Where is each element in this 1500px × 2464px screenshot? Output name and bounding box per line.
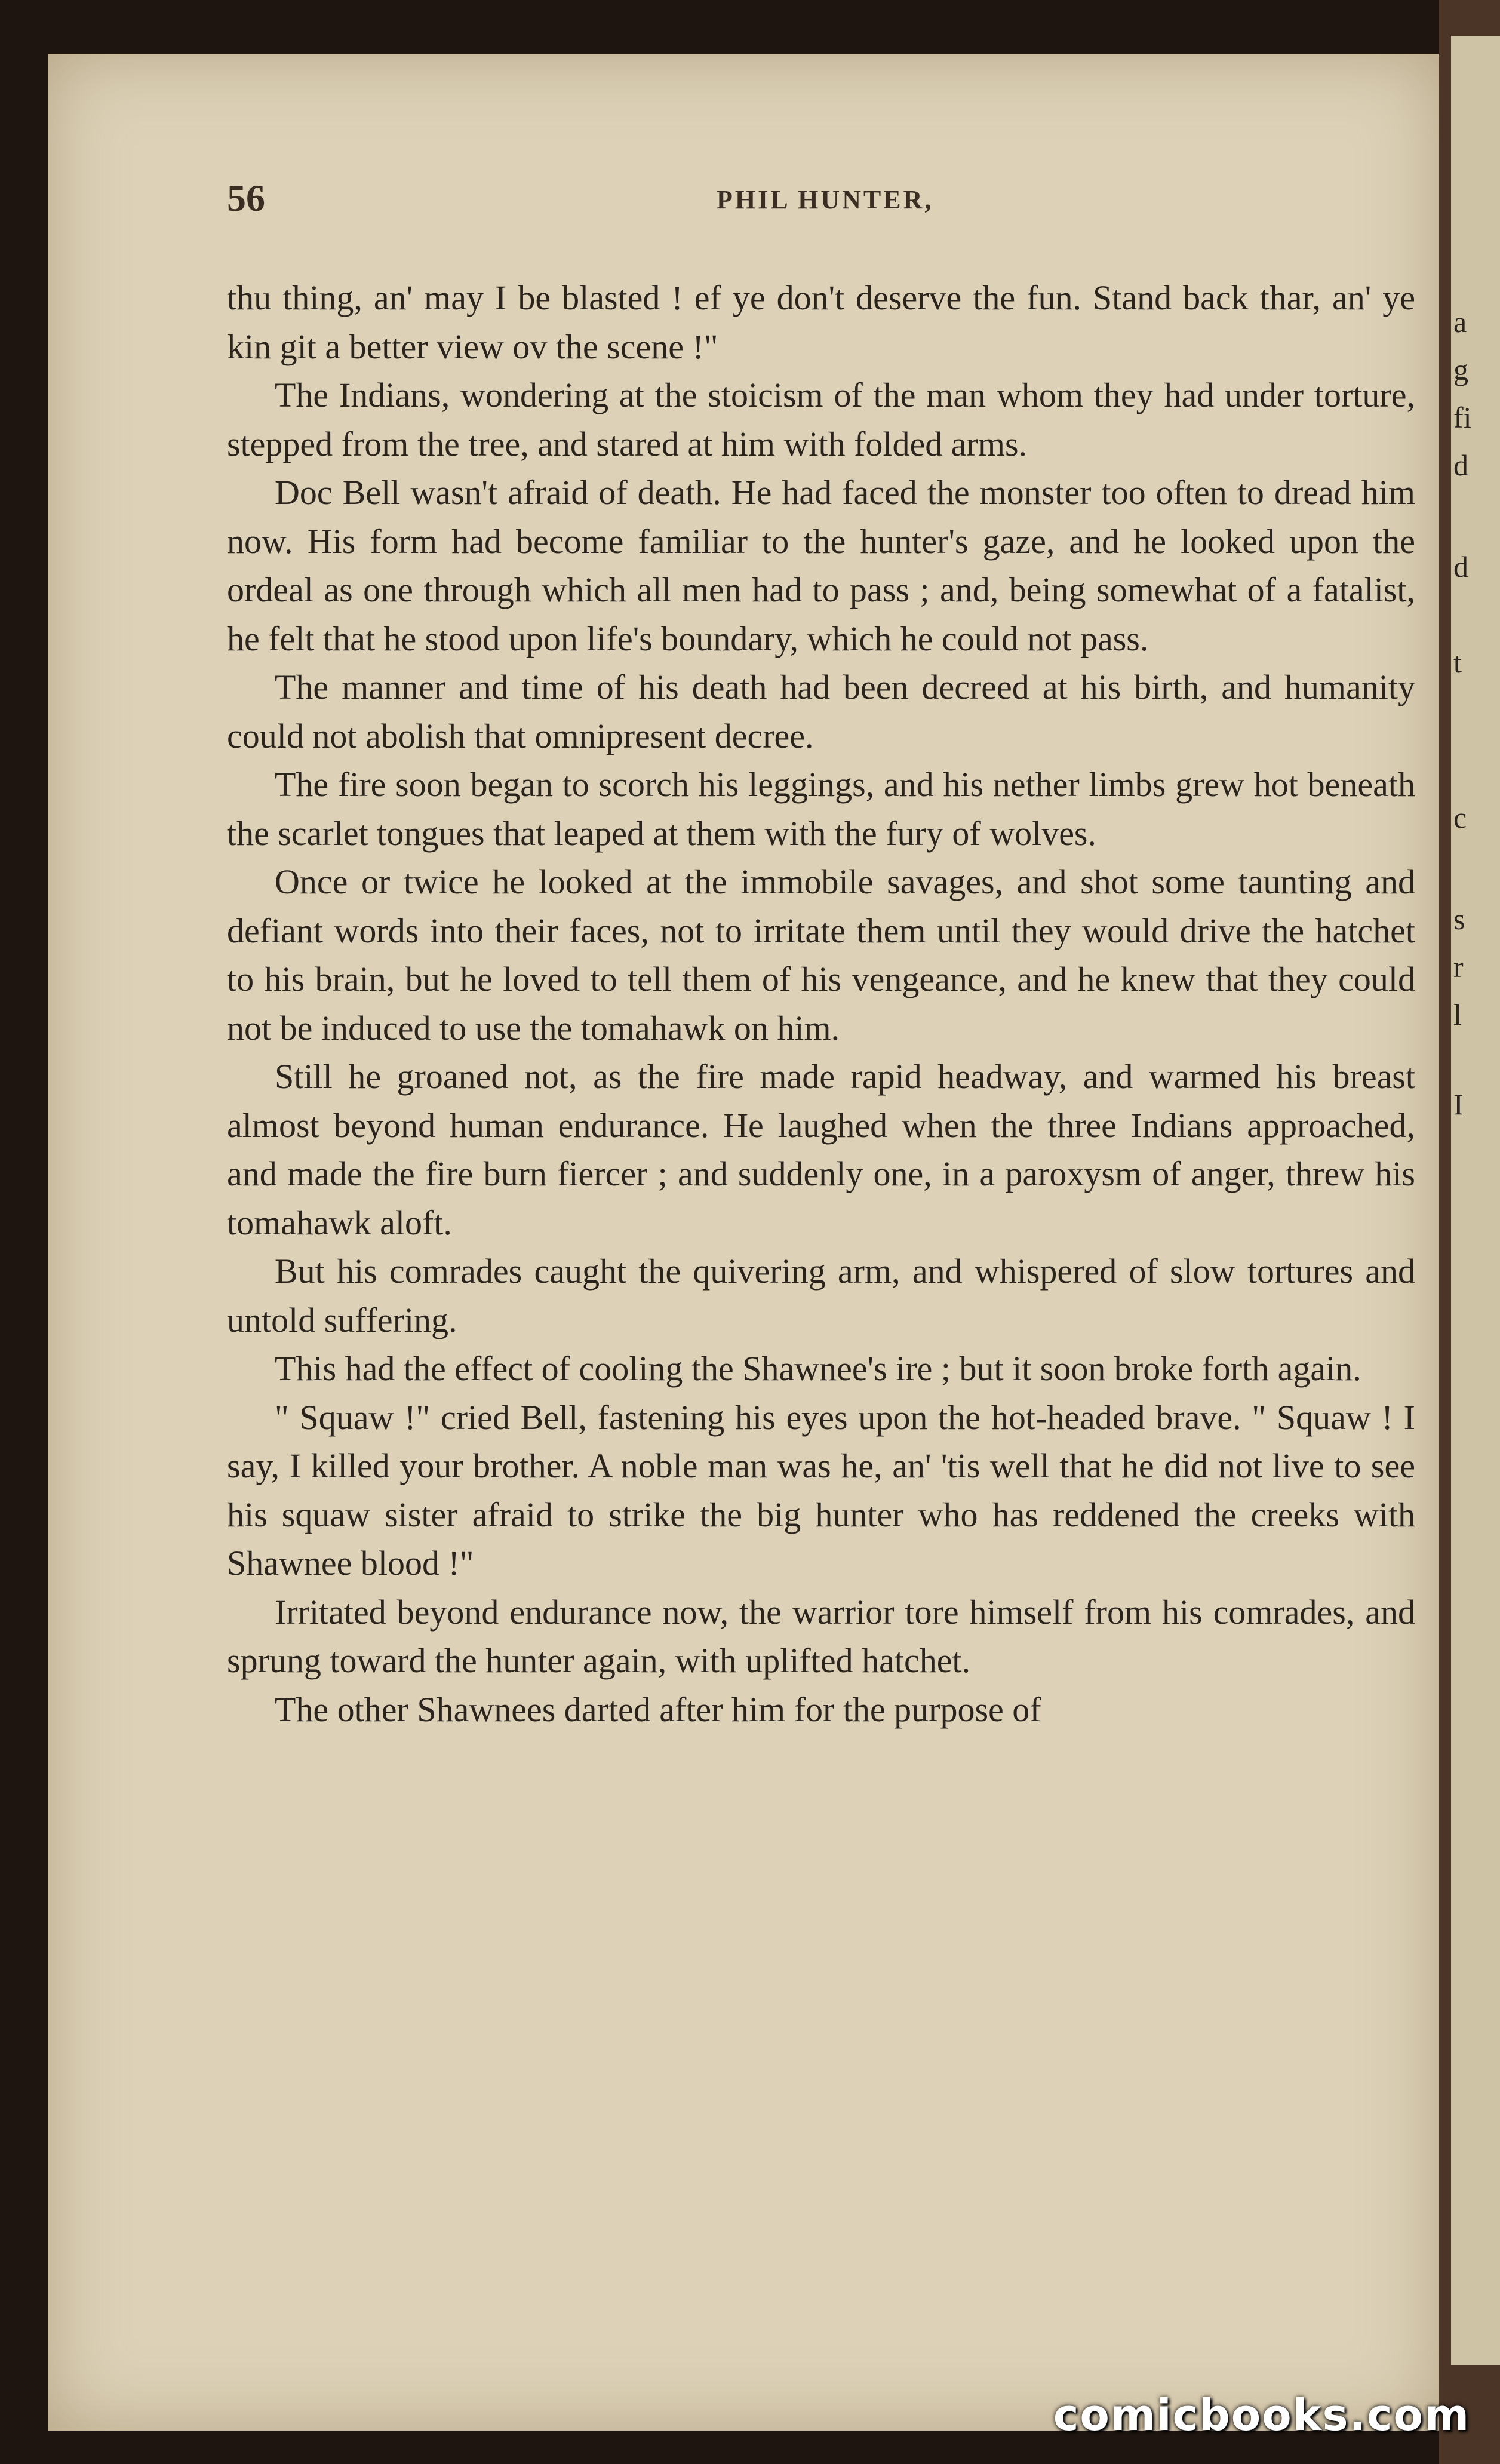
edge-letter: r	[1453, 950, 1464, 984]
paragraph: The manner and time of his death had been decreed at his birth, and humanity could not abolish that omnipresent decree.	[227, 668, 1415, 755]
edge-letter: d	[1453, 550, 1468, 583]
paragraph: The Indians, wondering at the stoicism of the man whom they had under torture, stepped from the tree, and stared at him with folded arms.	[227, 376, 1415, 463]
edge-letter: t	[1453, 646, 1462, 679]
paragraph: The other Shawnees darted after him for the purpose of	[275, 1689, 1041, 1729]
paragraph: Irritated beyond endurance now, the warrior tore himself from his comrades, and sprung toward the hunter again, with uplifted hatchet.	[227, 1592, 1415, 1680]
paragraph: Doc Bell wasn't afraid of death. He had faced the monster too often to dread him now. His form had become familiar to the hunter's gaze, and he looked upon the ordeal as one through which all men had to pass ; and, being somewhat of a fatalist, he felt that he stood upon life's boundary, which he could not pass.	[227, 473, 1415, 658]
book-page	[48, 54, 1439, 2431]
paragraph: This had the effect of cooling the Shawnee's ire ; but it soon broke forth again.	[275, 1349, 1361, 1388]
paragraph: But his comrades caught the quivering arm, and whispered of slow tortures and untold suffering.	[227, 1252, 1415, 1339]
paragraph: Once or twice he looked at the immobile savages, and shot some taunting and defiant words into their faces, not to irritate them until they would drive the hatchet to his brain, but he loved to tell them of his vengeance, and he knew that they could not be induced to use the tomahawk on him.	[227, 862, 1415, 1047]
running-head: PHIL HUNTER,	[717, 185, 934, 214]
edge-letter: fi	[1453, 401, 1472, 434]
page-header	[227, 176, 1391, 230]
edge-letter: a	[1453, 305, 1467, 339]
page-number: 56	[227, 177, 265, 219]
edge-letter: s	[1453, 902, 1465, 936]
edge-letter: d	[1453, 448, 1468, 482]
next-page-edge	[1451, 36, 1500, 2365]
edge-letter: g	[1453, 353, 1468, 386]
paragraph: The fire soon began to scorch his leggings, and his nether limbs grew hot beneath the scarlet tongues that leaped at them with the fury of wolves.	[227, 765, 1415, 853]
edge-letter: l	[1453, 998, 1462, 1031]
paragraph: thu thing, an' may I be blasted ! ef ye don't deserve the fun. Stand back thar, an' ye kin git a better view ov the scene !"	[227, 278, 1415, 366]
watermark: comicbooks.com	[1053, 2390, 1470, 2440]
paragraph: " Squaw !" cried Bell, fastening his eyes upon the hot-headed brave. " Squaw ! I say, I killed your brother. A noble man was he, an' 'tis well that he did not live to see his squaw sister afraid to strike the big hunter who has reddened the creeks with Shawnee blood !"	[227, 1397, 1415, 1583]
paragraph: Still he groaned not, as the fire made rapid headway, and warmed his breast almost beyond human endurance. He laughed when the three Indians approached, and made the fire burn fiercer ; and suddenly one, in a paroxysm of anger, threw his tomahawk aloft.	[227, 1057, 1415, 1242]
edge-letter: I	[1453, 1087, 1464, 1121]
body-text	[227, 274, 1415, 1734]
edge-letter: c	[1453, 801, 1467, 834]
